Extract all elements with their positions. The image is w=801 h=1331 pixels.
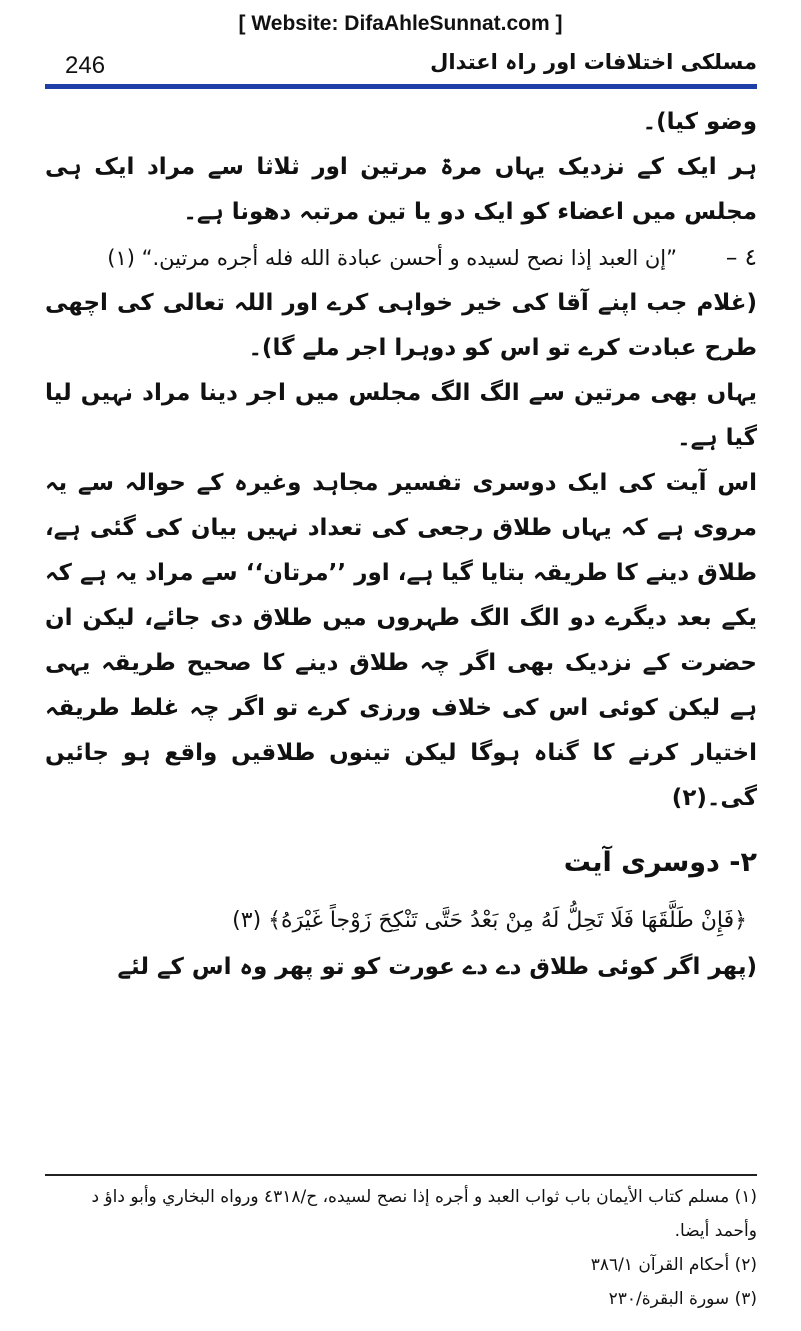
header-rule bbox=[45, 84, 757, 89]
website-banner: [ Website: DifaAhleSunnat.com ] bbox=[238, 12, 563, 35]
item-4-content bbox=[45, 235, 677, 281]
footnote-1: (١) مسلم كتاب الأيمان باب ثواب العبد و أجره إذا نصح لسيده، ح/٤٣١٨ ورواه البخاري وأبو داؤ د وأحمد أيضا. bbox=[91, 1187, 757, 1241]
item-4-number: ٤ – bbox=[725, 245, 757, 271]
quran-verse: ﴿فَإِنْ طَلَّقَهَا فَلَا تَحِلُّ لَهُ مِنْ بَعْدُ حَتَّى تَنْكِحَ زَوْجاً غَيْرَهُ﴾ (٣) bbox=[232, 908, 747, 933]
running-title: مسلکی اختلافات اور راہ اعتدال bbox=[430, 50, 757, 74]
item-4-arabic-quote: ”إن العبد إذا نصح لسيده و أحسن عبادة الله فله أجره مرتين.“ (١) bbox=[107, 246, 677, 270]
verse-translation: (پھر اگر کوئی طلاق دے دے عورت کو تو پھر وہ اس کے لئے bbox=[117, 954, 757, 980]
main-text bbox=[45, 100, 757, 990]
paragraph-1: وضو کیا)۔ bbox=[642, 109, 757, 135]
item-4-translation: (غلام جب اپنے آقا کی خیر خواہی کرے اور اللہ تعالی کی اچھی طرح عبادت کرے تو اس کو دوہرا اجر ملے گا)۔ bbox=[45, 290, 757, 361]
section-heading: ۲- دوسری آیت bbox=[563, 847, 757, 878]
page-number: 246 bbox=[65, 52, 106, 79]
footnote-3: (٣) سورة البقرة/٢٣٠ bbox=[608, 1289, 757, 1309]
paragraph-4: اس آیت کی ایک دوسری تفسیر مجاہد وغیرہ کے حوالہ سے یہ مروی ہے کہ یہاں طلاق رجعی کی تعداد نہیں بیان کی گئی ہے، طلاق دینے کا طریقہ بتایا گیا ہے، اور ’’مرتان‘‘ سے مراد یہ ہے کہ یکے بعد دیگرے دو الگ الگ طہروں میں طلاق دی جائے، لیکن ان حضرت کے نزدیک بھی اگر چہ طلاق دینے کا صحیح طریقہ یہی ہے لیکن کوئی اس کی خلاف ورزی کرے تو اگر چہ غلط طریقہ اختیار کرنے کا گناہ ہوگا لیکن تینوں طلاقیں واقع ہو جائیں گی۔(٢) bbox=[45, 470, 757, 811]
page-header bbox=[45, 50, 757, 84]
list-item-4 bbox=[45, 235, 757, 281]
paragraph-2: ہر ایک کے نزدیک یہاں مرۃ مرتین اور ثلاثا سے مراد ایک ہی مجلس میں اعضاء کو ایک دو یا تین مرتبہ دھونا ہے۔ bbox=[45, 154, 757, 225]
footnotes bbox=[45, 1180, 757, 1316]
paragraph-3: یہاں بھی مرتین سے الگ الگ مجلس میں اجر دینا مراد نہیں لیا گیا ہے۔ bbox=[45, 380, 757, 451]
footnote-rule bbox=[45, 1174, 757, 1176]
footnote-2: (٢) أحكام القرآن ٣٨٦/١ bbox=[590, 1255, 757, 1275]
